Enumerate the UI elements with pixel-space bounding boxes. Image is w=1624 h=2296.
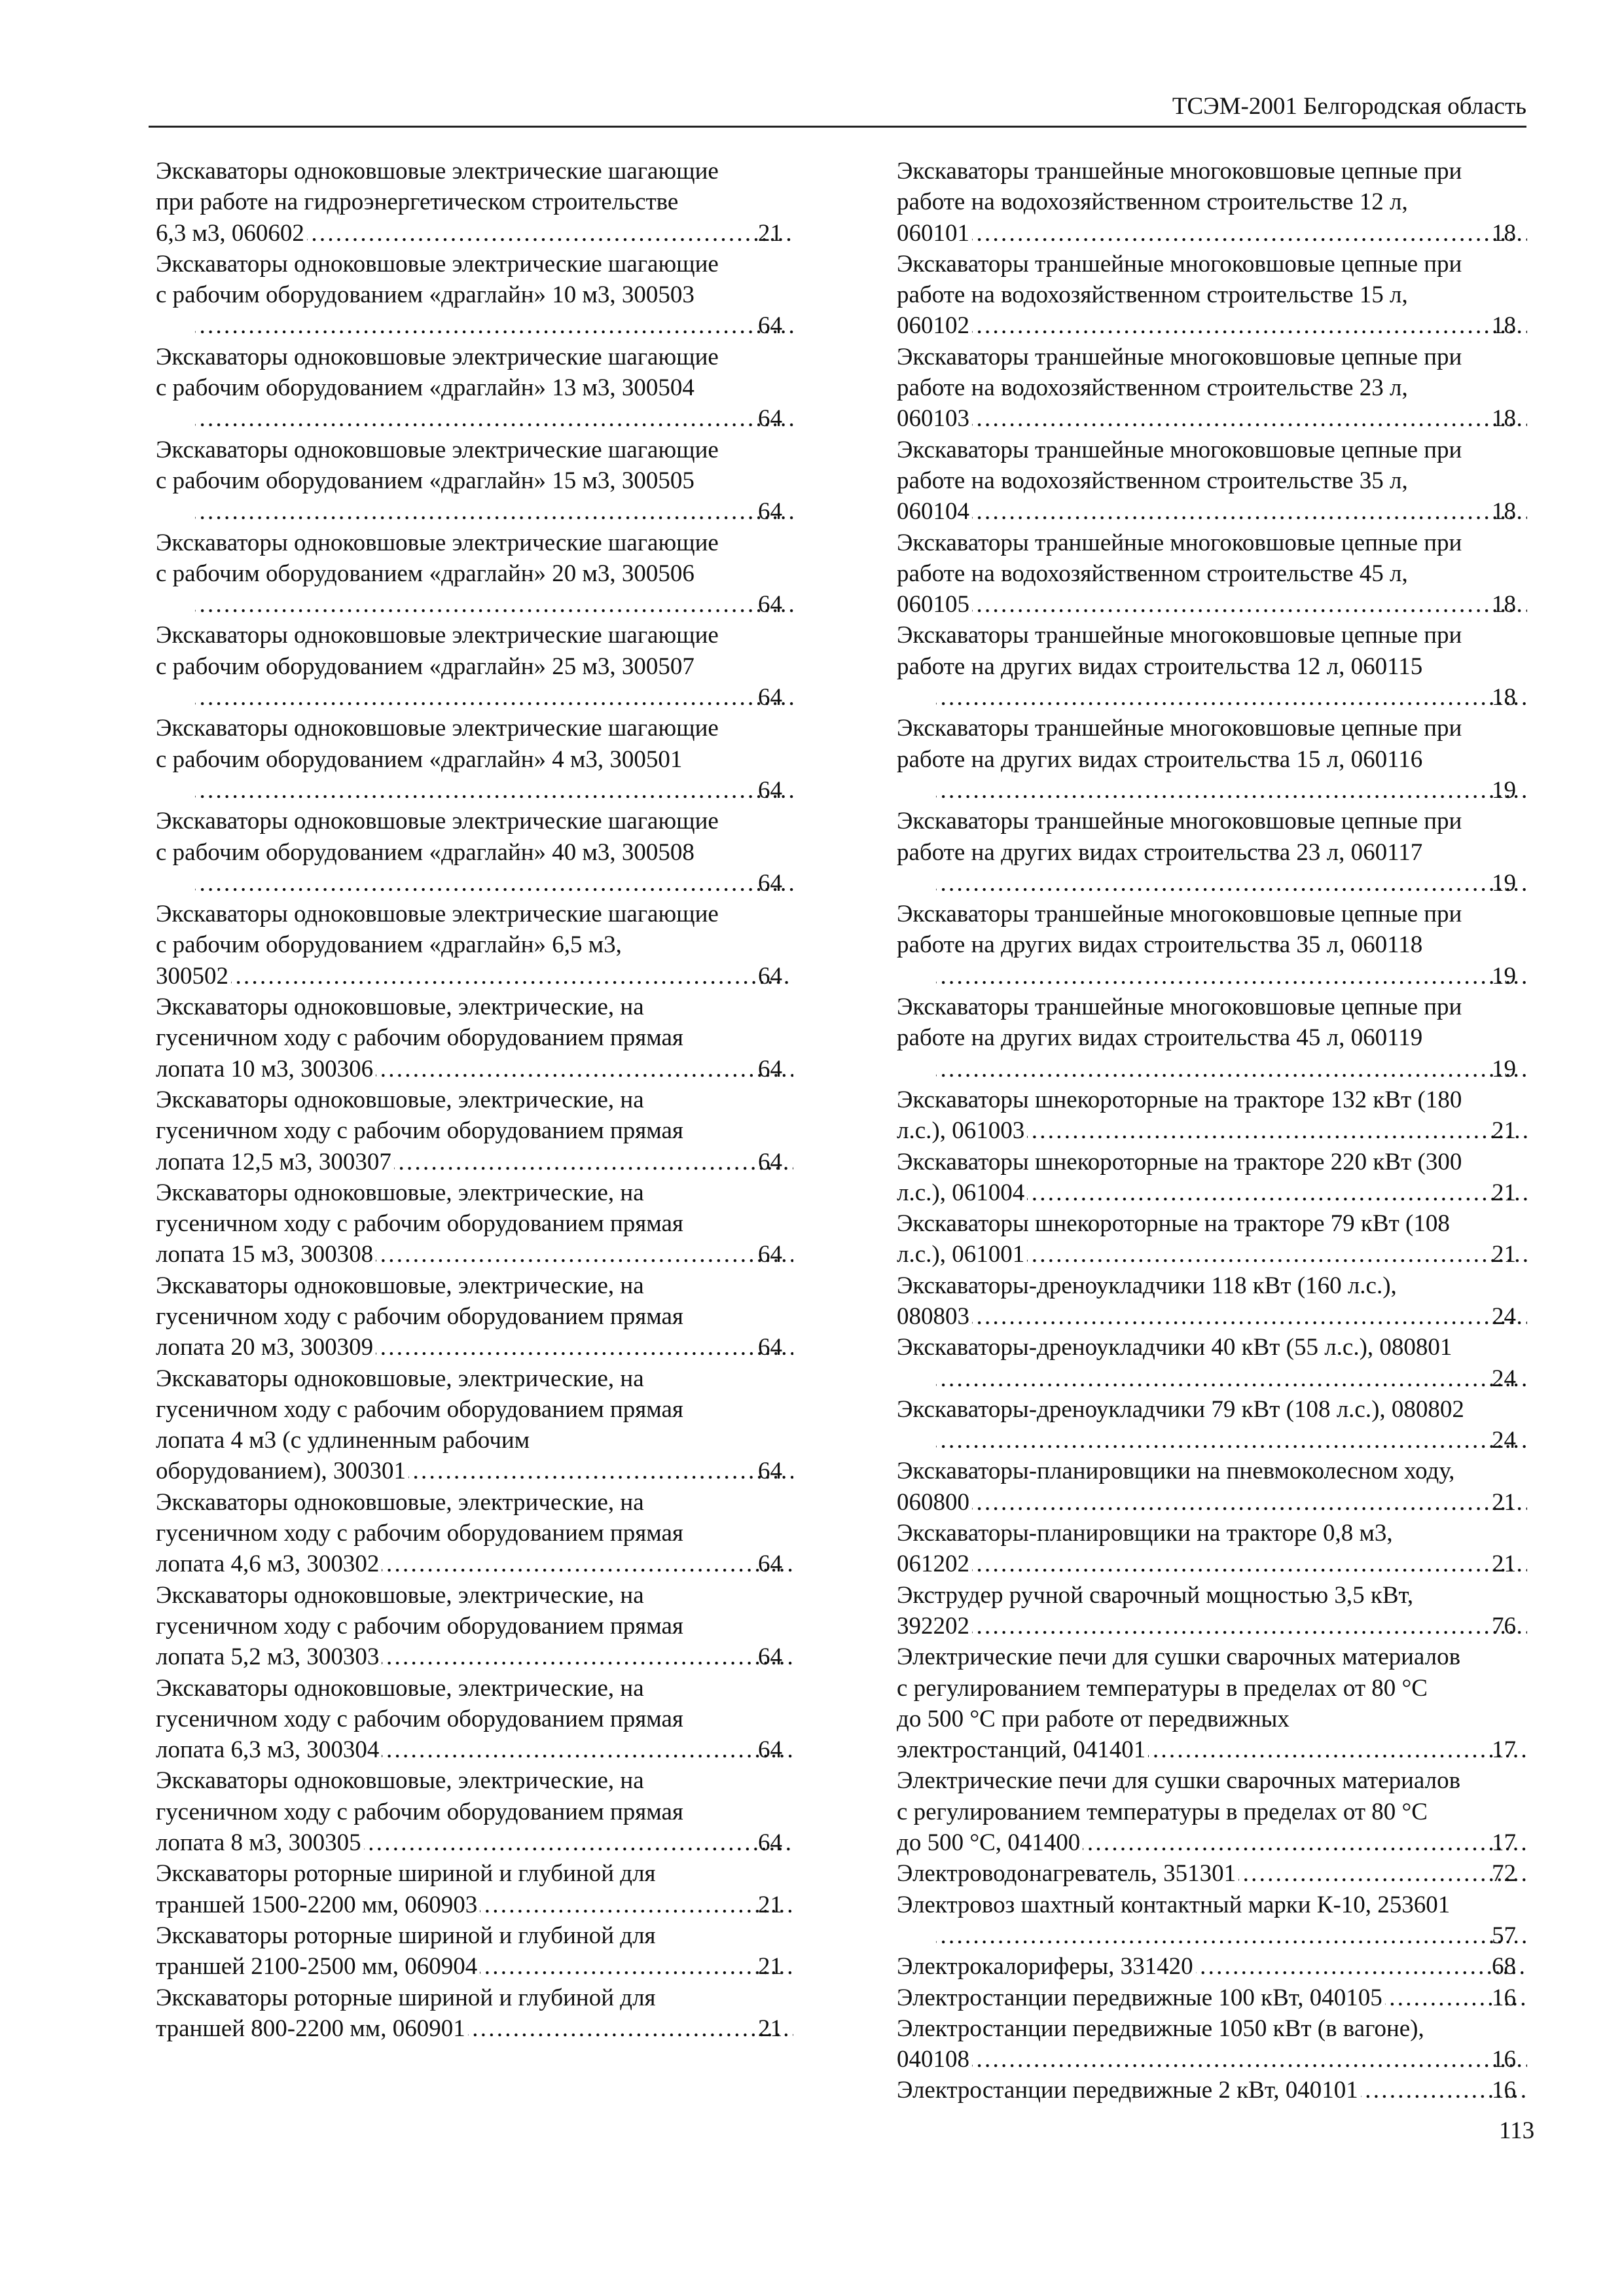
entry-text-line: Экскаваторы одноковшовые электрические шагающие: [156, 715, 719, 742]
index-entry: [897, 1518, 1528, 1580]
entry-leader-line: Электростанции передвижные 2 кВт, 040101 . . . 16: [933, 2075, 1528, 2106]
index-entry: [156, 1920, 795, 1982]
entry-leader-line: 060103 . . . 18: [933, 403, 1528, 434]
entry-text-tail: лопата 20 м3, 300309: [156, 1334, 374, 1361]
entry-text-line: Экскаваторы траншейные многоковшовые цепные при: [897, 436, 1462, 463]
page-number: 113: [1499, 2117, 1535, 2144]
entry-text-tail: 040108: [897, 2046, 969, 2073]
entry-leader-line: . . . 24: [933, 1425, 1528, 1456]
entry-leader-line: траншей 800-2200 мм, 060901 . . . 21: [192, 2013, 795, 2044]
index-entry: [897, 528, 1528, 620]
index-entry: [156, 1487, 795, 1580]
index-column-right: [897, 156, 1528, 2106]
entry-text-line: Экскаваторы одноковшовые, электрические, на: [156, 1488, 644, 1516]
index-entry: [897, 806, 1528, 899]
dot-leader: [408, 1456, 793, 1486]
index-entry: [897, 2075, 1528, 2106]
entry-leader-line: . . . 64: [192, 310, 795, 341]
index-entry: [156, 1363, 795, 1487]
dot-leader: [231, 961, 793, 992]
dot-leader: [195, 682, 793, 713]
dot-leader: [936, 1920, 1527, 1951]
entry-text-tail: Электростанции передвижные 100 кВт, 040105: [897, 1984, 1382, 2011]
entry-text-line: гусеничном ходу с рабочим оборудованием прямая: [156, 1302, 683, 1330]
entry-text-tail: 060105: [897, 591, 969, 619]
index-entry: [897, 1951, 1528, 1982]
entry-leader-line: л.с.), 061001 . . . 21: [933, 1239, 1528, 1270]
dot-leader: [364, 1827, 793, 1858]
entry-leader-line: Электростанции передвижные 100 кВт, 040105 . . . 16: [933, 1982, 1528, 2013]
entry-text-line: с рабочим оборудованием «драглайн» 6,5 м3,: [156, 931, 622, 959]
entry-leader-line: лопата 5,2 м3, 300303 . . . 64: [192, 1641, 795, 1672]
index-entry: [897, 620, 1528, 713]
entry-text-line: с рабочим оборудованием «драглайн» 13 м3, 300504: [156, 374, 695, 402]
index-entry: [897, 1270, 1528, 1333]
entry-leader-line: лопата 20 м3, 300309 . . . 64: [192, 1332, 795, 1363]
entry-leader-line: . . . 64: [192, 403, 795, 434]
index-entry: [897, 1580, 1528, 1642]
dot-leader: [468, 2013, 793, 2044]
dot-leader: [195, 589, 793, 620]
entry-text-tail: 080803: [897, 1302, 969, 1330]
entry-text-line: Экскаваторы-дреноукладчики 40 кВт (55 л.с.), 080801: [897, 1334, 1453, 1361]
dot-leader: [972, 496, 1527, 527]
index-entry: [156, 1270, 795, 1363]
entry-text-tail: 060103: [897, 405, 969, 433]
dot-leader: [1027, 1177, 1527, 1208]
index-entry: [156, 620, 795, 713]
entry-text-tail: лопата 15 м3, 300308: [156, 1241, 374, 1268]
index-entry: [897, 1890, 1528, 1952]
dot-leader: [480, 1951, 793, 1982]
entry-leader-line: лопата 6,3 м3, 300304 . . . 64: [192, 1734, 795, 1765]
entry-text-line: лопата 4 м3 (с удлиненным рабочим: [156, 1427, 530, 1454]
entry-text-line: Экскаваторы-дреноукладчики 118 кВт (160 л.с.),: [897, 1272, 1397, 1299]
dot-leader: [394, 1147, 793, 1177]
index-entry: [156, 342, 795, 435]
entry-text-line: работе на водохозяйственном строительстве 12 л,: [897, 188, 1408, 216]
entry-text-line: работе на водохозяйственном строительстве 35 л,: [897, 467, 1408, 494]
entry-text-line: Экскаваторы одноковшовые, электрические, на: [156, 1581, 644, 1609]
entry-leader-line: 060102 . . . 18: [933, 310, 1528, 341]
index-entry: [897, 1147, 1528, 1209]
header-title: ТСЭМ-2001 Белгородская область: [1172, 93, 1526, 120]
index-entry: [897, 1641, 1528, 1765]
entry-text-line: гусеничном ходу с рабочим оборудованием прямая: [156, 1705, 683, 1732]
entry-leader-line: . . . 64: [192, 589, 795, 620]
dot-leader: [195, 775, 793, 806]
entry-leader-line: . . . 19: [933, 961, 1528, 992]
entry-leader-line: л.с.), 061003 . . . 21: [933, 1115, 1528, 1146]
entry-leader-line: . . . 24: [933, 1363, 1528, 1394]
index-entry: [156, 1085, 795, 1177]
entry-leader-line: траншей 2100-2500 мм, 060904 . . . 21: [192, 1951, 795, 1982]
index-column-left: [156, 156, 795, 2044]
entry-text-tail: до 500 °С, 041400: [897, 1829, 1081, 1857]
entry-text-line: Экскаваторы одноковшовые электрические шагающие: [156, 808, 719, 835]
entry-text-line: Экскаваторы траншейные многоковшовые цепные при: [897, 715, 1462, 742]
entry-text-line: работе на других видах строительства 12 л, 060115: [897, 653, 1423, 680]
dot-leader: [1083, 1827, 1527, 1858]
dot-leader: [972, 1301, 1527, 1332]
entry-text-line: работе на других видах строительства 35 л, 060118: [897, 931, 1423, 959]
entry-leader-line: 060105 . . . 18: [933, 589, 1528, 620]
entry-leader-line: лопата 10 м3, 300306 . . . 64: [192, 1054, 795, 1085]
entry-text-tail: Электростанции передвижные 2 кВт, 040101: [897, 2077, 1358, 2104]
index-entry: [897, 1208, 1528, 1270]
entry-text-line: Электровоз шахтный контактный марки К-10, 253601: [897, 1891, 1451, 1918]
index-entry: [897, 992, 1528, 1085]
entry-text-line: Экскаваторы одноковшовые электрические шагающие: [156, 901, 719, 928]
entry-text-line: Экскаваторы траншейные многоковшовые цепные при: [897, 343, 1462, 370]
entry-leader-line: Электрокалориферы, 331420 . . . 68: [933, 1951, 1528, 1982]
index-entry: [897, 1456, 1528, 1518]
entry-leader-line: 080803 . . . 24: [933, 1301, 1528, 1332]
entry-text-line: с рабочим оборудованием «драглайн» 40 м3, 300508: [156, 838, 695, 866]
entry-leader-line: лопата 8 м3, 300305 . . . 64: [192, 1827, 795, 1858]
dot-leader: [936, 775, 1527, 806]
entry-text-line: с рабочим оборудованием «драглайн» 10 м3, 300503: [156, 281, 695, 309]
index-entry: [156, 1858, 795, 1920]
dot-leader: [936, 961, 1527, 992]
entry-leader-line: 060104 . . . 18: [933, 496, 1528, 527]
entry-text-line: Экскаваторы одноковшовые электрические шагающие: [156, 529, 719, 556]
entry-text-line: работе на других видах строительства 15 л, 060116: [897, 745, 1423, 773]
dot-leader: [972, 218, 1527, 249]
index-entry: [156, 1580, 795, 1673]
entry-text-line: Экскаваторы одноковшовые электрические шагающие: [156, 436, 719, 463]
entry-leader-line: траншей 1500-2200 мм, 060903 . . . 21: [192, 1890, 795, 1920]
dot-leader: [972, 403, 1527, 434]
index-entry: [156, 1673, 795, 1766]
entry-text-line: Экскаваторы траншейные многоковшовые цепные при: [897, 158, 1462, 185]
entry-leader-line: . . . 19: [933, 1054, 1528, 1085]
entry-text-line: Экскаваторы одноковшовые электрические шагающие: [156, 622, 719, 649]
dot-leader: [382, 1641, 793, 1672]
index-entry: [897, 899, 1528, 992]
index-entry: [897, 435, 1528, 528]
entry-text-line: Электрические печи для сушки сварочных материалов: [897, 1643, 1461, 1671]
entry-text-line: Экскаваторы одноковшовые электрические шагающие: [156, 343, 719, 370]
entry-text-line: при работе на гидроэнергетическом строительстве: [156, 188, 679, 216]
entry-leader-line: до 500 °С, 041400 . . . 17: [933, 1827, 1528, 1858]
entry-text-line: гусеничном ходу с рабочим оборудованием прямая: [156, 1395, 683, 1423]
entry-text-line: Экскаваторы шнекороторные на тракторе 79 кВт (108: [897, 1210, 1450, 1238]
entry-leader-line: . . . 64: [192, 775, 795, 806]
dot-leader: [936, 1054, 1527, 1085]
entry-leader-line: . . . 19: [933, 868, 1528, 899]
index-entry: [897, 249, 1528, 342]
entry-leader-line: Электроводонагреватель, 351301 . . . 72: [933, 1858, 1528, 1889]
entry-text-line: с рабочим оборудованием «драглайн» 15 м3, 300505: [156, 467, 695, 494]
entry-text-line: Экструдер ручной сварочный мощностью 3,5 кВт,: [897, 1581, 1414, 1609]
dot-leader: [382, 1734, 793, 1765]
entry-text-tail: лопата 10 м3, 300306: [156, 1055, 374, 1083]
dot-leader: [376, 1332, 793, 1363]
dot-leader: [195, 868, 793, 899]
entry-text-line: Экскаваторы шнекороторные на тракторе 132 кВт (180: [897, 1086, 1462, 1113]
entry-text-tail: лопата 12,5 м3, 300307: [156, 1148, 391, 1175]
entry-text-line: до 500 °С при работе от передвижных: [897, 1705, 1290, 1732]
index-entry: [897, 2013, 1528, 2075]
index-entry: [897, 342, 1528, 435]
dot-leader: [936, 868, 1527, 899]
dot-leader: [376, 1239, 793, 1270]
index-entry: [897, 1765, 1528, 1858]
entry-text-line: с рабочим оборудованием «драглайн» 25 м3, 300507: [156, 653, 695, 680]
dot-leader: [1027, 1115, 1527, 1146]
entry-text-line: работе на других видах строительства 45 л, 060119: [897, 1024, 1423, 1052]
entry-text-tail: 6,3 м3, 060602: [156, 219, 304, 247]
index-entry: [897, 1982, 1528, 2013]
entry-text-tail: лопата 8 м3, 300305: [156, 1829, 361, 1857]
entry-text-tail: л.с.), 061001: [897, 1241, 1025, 1268]
entry-text-tail: л.с.), 061004: [897, 1179, 1025, 1206]
entry-text-tail: электростанций, 041401: [897, 1736, 1146, 1764]
entry-text-line: Экскаваторы одноковшовые, электрические, на: [156, 1179, 644, 1206]
entry-text-line: Экскаваторы траншейные многоковшовые цепные при: [897, 994, 1462, 1021]
entry-text-line: Экскаваторы траншейные многоковшовые цепные при: [897, 250, 1462, 278]
entry-leader-line: лопата 4,6 м3, 300302 . . . 64: [192, 1549, 795, 1579]
dot-leader: [195, 403, 793, 434]
entry-leader-line: . . . 57: [933, 1920, 1528, 1951]
entry-text-tail: оборудованием), 300301: [156, 1458, 406, 1485]
index-entry: [897, 1394, 1528, 1456]
entry-text-line: гусеничном ходу с рабочим оборудованием прямая: [156, 1024, 683, 1052]
dot-leader: [1238, 1858, 1527, 1889]
entry-text-line: Экскаваторы одноковшовые электрические шагающие: [156, 250, 719, 278]
entry-leader-line: . . . 19: [933, 775, 1528, 806]
entry-text-line: Экскаваторы шнекороторные на тракторе 220 кВт (300: [897, 1148, 1462, 1175]
index-entry: [156, 156, 795, 249]
dot-leader: [936, 1425, 1527, 1456]
dot-leader: [972, 1549, 1527, 1579]
entry-text-tail: 060101: [897, 219, 969, 247]
entry-leader-line: 392202 . . . 76: [933, 1611, 1528, 1641]
entry-text-tail: лопата 4,6 м3, 300302: [156, 1551, 380, 1578]
dot-leader: [1196, 1951, 1527, 1982]
index-entry: [897, 1858, 1528, 1889]
entry-text-line: Электростанции передвижные 1050 кВт (в вагоне),: [897, 2015, 1424, 2042]
entry-text-line: Экскаваторы одноковшовые, электрические, на: [156, 1365, 644, 1392]
entry-text-line: Экскаваторы траншейные многоковшовые цепные при: [897, 529, 1462, 556]
entry-text-tail: 300502: [156, 962, 228, 990]
index-entry: [156, 435, 795, 528]
index-entry: [156, 1177, 795, 1270]
entry-text-tail: лопата 6,3 м3, 300304: [156, 1736, 380, 1764]
entry-text-line: Экскаваторы одноковшовые, электрические, на: [156, 1674, 644, 1702]
entry-text-tail: 060800: [897, 1488, 969, 1516]
entry-text-line: работе на водохозяйственном строительстве 15 л,: [897, 281, 1408, 309]
index-entry: [156, 806, 795, 899]
entry-text-line: Экскаваторы одноковшовые, электрические, на: [156, 1086, 644, 1113]
entry-text-tail: траншей 1500-2200 мм, 060903: [156, 1891, 478, 1918]
entry-text-line: с рабочим оборудованием «драглайн» 20 м3, 300506: [156, 560, 695, 587]
dot-leader: [972, 2044, 1527, 2075]
entry-leader-line: 061202 . . . 21: [933, 1549, 1528, 1579]
index-entry: [897, 713, 1528, 806]
entry-text-tail: 061202: [897, 1551, 969, 1578]
entry-leader-line: . . . 64: [192, 496, 795, 527]
entry-leader-line: электростанций, 041401 . . . 17: [933, 1734, 1528, 1765]
entry-text-tail: л.с.), 061003: [897, 1117, 1025, 1145]
entry-leader-line: 040108 . . . 16: [933, 2044, 1528, 2075]
index-entry: [156, 899, 795, 992]
dot-leader: [972, 1611, 1527, 1641]
entry-text-tail: 392202: [897, 1612, 969, 1640]
entry-text-line: гусеничном ходу с рабочим оборудованием прямая: [156, 1520, 683, 1547]
entry-text-line: Экскаваторы-планировщики на тракторе 0,8 м3,: [897, 1520, 1393, 1547]
entry-leader-line: . . . 64: [192, 682, 795, 713]
entry-text-line: с регулированием температуры в пределах от 80 °С: [897, 1798, 1428, 1825]
entry-leader-line: 060800 . . . 21: [933, 1487, 1528, 1518]
index-entry: [156, 1765, 795, 1858]
index-entry: [156, 1982, 795, 2045]
entry-text-tail: Электрокалориферы, 331420: [897, 1953, 1193, 1981]
running-header: [149, 92, 1526, 128]
entry-text-line: Экскаваторы траншейные многоковшовые цепные при: [897, 901, 1462, 928]
entry-text-line: работе на водохозяйственном строительстве 23 л,: [897, 374, 1408, 402]
entry-text-line: работе на других видах строительства 23 л, 060117: [897, 838, 1423, 866]
dot-leader: [972, 1487, 1527, 1518]
dot-leader: [936, 1363, 1527, 1394]
index-entry: [156, 992, 795, 1085]
entry-text-line: Экскаваторы траншейные многоковшовые цепные при: [897, 808, 1462, 835]
dot-leader: [972, 310, 1527, 341]
dot-leader: [936, 682, 1527, 713]
dot-leader: [195, 310, 793, 341]
dot-leader: [480, 1890, 793, 1920]
entry-text-line: Экскаваторы одноковшовые, электрические, на: [156, 1272, 644, 1299]
entry-text-line: Экскаваторы одноковшовые, электрические, на: [156, 994, 644, 1021]
entry-text-tail: Электроводонагреватель, 351301: [897, 1860, 1236, 1888]
index-entry: [897, 1085, 1528, 1147]
entry-leader-line: . . . 18: [933, 682, 1528, 713]
entry-text-tail: 060102: [897, 312, 969, 340]
index-entry: [156, 528, 795, 620]
index-entry: [897, 156, 1528, 249]
entry-text-line: гусеничном ходу с рабочим оборудованием прямая: [156, 1117, 683, 1145]
entry-text-line: Электрические печи для сушки сварочных материалов: [897, 1767, 1461, 1795]
entry-leader-line: л.с.), 061004 . . . 21: [933, 1177, 1528, 1208]
entry-text-line: гусеничном ходу с рабочим оборудованием прямая: [156, 1798, 683, 1825]
entry-text-tail: 060104: [897, 498, 969, 526]
entry-leader-line: 060101 . . . 18: [933, 218, 1528, 249]
entry-text-line: гусеничном ходу с рабочим оборудованием прямая: [156, 1612, 683, 1640]
entry-leader-line: лопата 15 м3, 300308 . . . 64: [192, 1239, 795, 1270]
dot-leader: [382, 1549, 793, 1579]
entry-text-line: Экскаваторы-дреноукладчики 79 кВт (108 л.с.), 080802: [897, 1395, 1464, 1423]
dot-leader: [1148, 1734, 1527, 1765]
entry-text-line: Экскаваторы-планировщики на пневмоколесном ходу,: [897, 1458, 1455, 1485]
entry-text-line: гусеничном ходу с рабочим оборудованием прямая: [156, 1210, 683, 1238]
entry-text-line: с рабочим оборудованием «драглайн» 4 м3, 300501: [156, 745, 683, 773]
entry-text-line: Экскаваторы роторные шириной и глубиной для: [156, 1860, 656, 1888]
index-entry: [156, 249, 795, 342]
dot-leader: [307, 218, 793, 249]
entry-text-line: Экскаваторы роторные шириной и глубиной для: [156, 1922, 656, 1949]
entry-text-tail: траншей 800-2200 мм, 060901: [156, 2015, 465, 2042]
entry-leader-line: оборудованием), 300301 . . . 64: [192, 1456, 795, 1486]
entry-text-tail: лопата 5,2 м3, 300303: [156, 1643, 380, 1671]
dot-leader: [195, 496, 793, 527]
entry-leader-line: . . . 64: [192, 868, 795, 899]
index-entry: [897, 1332, 1528, 1394]
entry-text-tail: траншей 2100-2500 мм, 060904: [156, 1953, 478, 1981]
entry-text-line: Экскаваторы роторные шириной и глубиной для: [156, 1984, 656, 2011]
entry-text-line: Экскаваторы траншейные многоковшовые цепные при: [897, 622, 1462, 649]
entry-leader-line: лопата 12,5 м3, 300307 . . . 64: [192, 1147, 795, 1177]
entry-text-line: работе на водохозяйственном строительстве 45 л,: [897, 560, 1408, 587]
dot-leader: [376, 1054, 793, 1085]
entry-leader-line: 6,3 м3, 060602 . . . 21: [192, 218, 795, 249]
entry-text-line: Экскаваторы одноковшовые, электрические, на: [156, 1767, 644, 1795]
entry-leader-line: 300502 . . . 64: [192, 961, 795, 992]
entry-text-line: Экскаваторы одноковшовые электрические шагающие: [156, 158, 719, 185]
entry-text-line: с регулированием температуры в пределах от 80 °С: [897, 1674, 1428, 1702]
index-entry: [156, 713, 795, 806]
dot-leader: [972, 589, 1527, 620]
dot-leader: [1027, 1239, 1527, 1270]
